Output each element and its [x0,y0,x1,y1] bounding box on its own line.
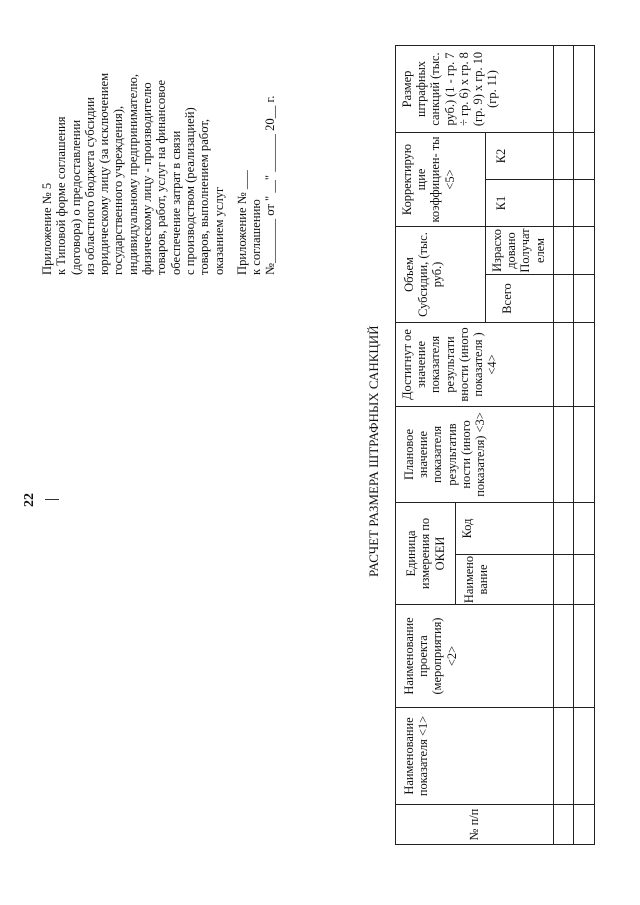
appendix-line: с производством (реализацией) [182,107,197,275]
appendix-line: (договора) о предоставлении [68,119,83,275]
table-row-divider [573,45,574,845]
agreement-line: Приложение № ___ [234,170,249,275]
header-subsidy-volume: Объем Субсидии, (тыс. руб.) [402,232,445,317]
appendix-line: государственного учреждения), [111,105,126,275]
header-no: № п/п [467,808,482,841]
appendix-line: индивидуальному предпринимателю, [125,74,140,275]
agreement-line: №_______ от " __" ______ 20__ г. [263,95,278,275]
appendix-header [40,15,278,275]
appendix-line: юридическому лицу (за исключением [97,72,112,275]
appendix-line: оказанием услуг [211,186,226,275]
header-okei-code: Код [460,518,474,539]
header-achieved-value: Достигнут ое значение показателя результати вности (иного показателя ) <4> [400,327,500,402]
header-okei-name: Наимено вание [462,555,491,604]
header-correction-coefficients: Корректирую щие коэффициен- ты <5> [400,136,457,223]
page-number-tick [45,499,59,500]
header-project-name: Наименование проекта (мероприятия) <2> [402,617,459,695]
header-k2: К2 [494,148,508,164]
agreement-line: к соглашению [249,199,264,275]
appendix-line: из областного бюджета субсидии [82,97,97,275]
header-planned-value: Плановое значение показателя результатив ности (иного показателя) <3> [402,412,488,497]
header-k1: К1 [494,195,508,211]
appendix-line: к Типовой форме соглашения [54,116,69,275]
header-penalty-size: Размер штрафных санкций (тыс. руб.) (1 - гр. 7 ÷ гр. 6) х гр. 8 (гр. 9) х гр. 10 (гр. 11) [400,51,500,127]
table-title: РАСЧЕТ РАЗМЕРА ШТРАФНЫХ САНКЦИЙ [366,325,381,577]
appendix-line: физическому лицу - производителю [140,82,155,275]
penalty-table [395,45,595,845]
header-subsidy-spent: Израсхо довано Получат елем [490,228,547,273]
appendix-line: обеспечение затрат в связи [168,130,183,275]
header-subsidy-total: Всего [500,283,514,314]
table-border-bottom [594,45,595,845]
appendix-line: товаров, выполнением работ, [197,118,212,275]
table-row-divider [553,45,554,845]
table-border-left [395,844,595,845]
appendix-line: Приложение № 5 [40,182,54,275]
header-okei: Единица измерения по ОКЕИ [404,517,447,590]
header-indicator-name: Наименование показателя <1> [402,715,431,797]
appendix-line: товаров, работ, услуг на финансовое [154,79,169,275]
page-number: 22 [22,493,37,507]
appendix-gap [226,15,235,275]
